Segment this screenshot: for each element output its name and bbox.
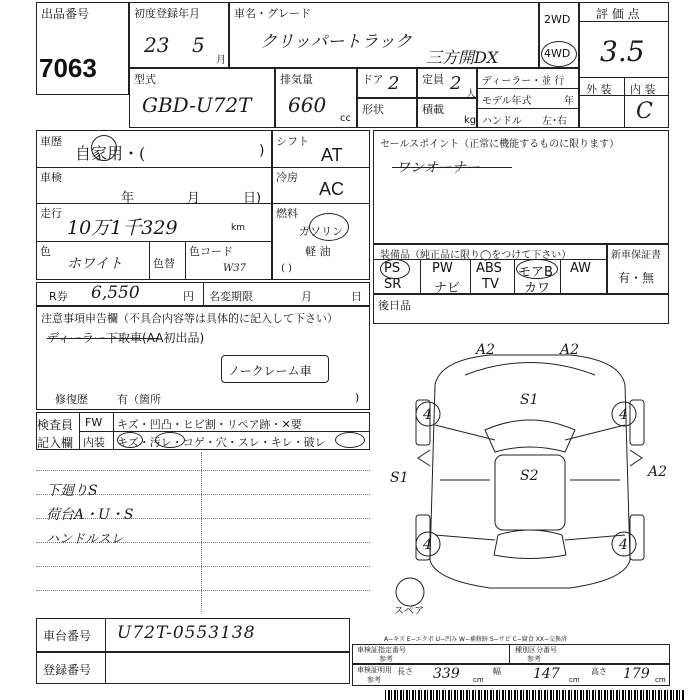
doors-box xyxy=(357,68,417,98)
equip-airbag-circle xyxy=(516,259,558,279)
width: 147 xyxy=(533,666,560,682)
dealer-note: ディーラー下取車(AA初出品) xyxy=(47,331,205,345)
inspector-note-2: 荷台A・U・S xyxy=(46,507,134,523)
sales-point-label: セールスポイント（正常に機能するものに限ります） xyxy=(380,139,620,150)
cert-label2: 種別区分番号 xyxy=(515,646,557,654)
inspector-note-3: ハンドルスレ xyxy=(46,532,124,547)
usage-circle xyxy=(91,135,117,161)
model-code: GBD-U72T xyxy=(142,93,252,117)
length: 339 xyxy=(433,666,460,682)
fuel-gas-circle xyxy=(309,213,349,241)
km-unit: km xyxy=(231,223,245,233)
usage-label: 車歴 xyxy=(40,135,62,148)
equip-ps-circle xyxy=(380,259,410,279)
insp-month: 月 xyxy=(187,191,201,206)
color-code: W37 xyxy=(223,263,247,274)
shape-label: 形状 xyxy=(362,103,384,116)
drive-4wd: 4WD xyxy=(544,47,571,60)
mark-s2-center: S2 xyxy=(520,468,539,484)
mark-s1-top: S1 xyxy=(520,392,539,408)
dims-box xyxy=(352,664,670,686)
handle-label: ハンドル xyxy=(482,116,522,127)
doors-label: ドア xyxy=(362,73,384,86)
warranty-value: 有・無 xyxy=(618,271,655,285)
first-reg-label: 初度登録年月 xyxy=(134,7,200,20)
mark-4-rl: 4 xyxy=(423,537,432,553)
length-cm: cm xyxy=(473,676,484,684)
reg-box xyxy=(36,652,350,684)
ac: AC xyxy=(319,179,345,199)
kg-unit: kg xyxy=(464,115,477,126)
chassis-number: U72T-0553138 xyxy=(117,623,256,643)
grade: 三方開DX xyxy=(426,48,499,67)
damage-legend: A−キズ E−エクボ U−凹み W−補修跡 S−サビ C−腐食 XX−交換済 xyxy=(384,636,567,643)
ext-items: キズ・凹凸・ヒビ割・リペア跡・✕要 xyxy=(117,418,302,431)
shift-label: シフト xyxy=(276,135,309,148)
sales-point-value: ワンオーナー xyxy=(396,160,480,176)
equip-ps: PS xyxy=(384,261,401,276)
name-change-label: 名変期限 xyxy=(209,290,253,303)
equip-aw: AW xyxy=(570,261,592,276)
int-label: 内 装 xyxy=(630,83,656,96)
displacement-box xyxy=(275,68,357,128)
no-claim-label: ノークレーム車 xyxy=(228,364,312,378)
notes-label: 注意事項申告欄（不具合内容等は具体的に記入して下さい） xyxy=(41,312,338,325)
usage-close: ) xyxy=(259,143,265,159)
model-box xyxy=(129,68,275,128)
car-name: クリッパートラック xyxy=(260,32,412,52)
rear-label: 後日品 xyxy=(378,299,411,312)
load-label: 積載 xyxy=(422,103,444,116)
capacity-label: 定員 xyxy=(422,73,444,86)
int-circle-3 xyxy=(335,432,365,448)
int-items: キズ・汚レ・コゲ・穴・スレ・キレ・破レ xyxy=(117,436,326,449)
equip-airbag: モアB xyxy=(518,265,553,280)
mark-4-fr: 4 xyxy=(619,407,628,423)
height-cm: cm xyxy=(655,676,666,684)
width-cm: cm xyxy=(569,676,580,684)
mileage-label: 走行 xyxy=(40,207,62,220)
displacement: 660 xyxy=(288,93,327,117)
inspection-label: 車検 xyxy=(40,171,62,184)
person-unit: 人 xyxy=(466,89,476,100)
cert-ref2: 参考 xyxy=(527,655,541,663)
height: 179 xyxy=(623,666,650,682)
name-change-day: 日 xyxy=(351,290,362,303)
notes-box xyxy=(36,306,370,410)
color-label: 色 xyxy=(40,245,51,258)
dims-label2: 参考 xyxy=(367,676,381,684)
color: ホワイト xyxy=(67,256,123,272)
sales-point-strike xyxy=(392,167,512,168)
no-claim-box xyxy=(221,355,329,383)
cert-label1: 車検証指定番号 xyxy=(357,646,406,654)
insp-day: 日) xyxy=(243,191,262,206)
cert-ref1: 参考 xyxy=(379,655,393,663)
inspector-label2: 記入欄 xyxy=(37,436,74,450)
mark-s1-left: S1 xyxy=(390,470,409,486)
reg-label: 登録番号 xyxy=(43,663,92,677)
barcode xyxy=(385,690,685,700)
dealer-note-strike xyxy=(47,338,159,339)
equipment-label: 装備品（純正品に限り◯をつけて下さい） xyxy=(380,250,572,261)
int-circle-2 xyxy=(155,432,185,448)
fuel-gas: ガソリン xyxy=(299,225,343,238)
mark-a2-side: A2 xyxy=(648,464,668,480)
mark-a2-right: A2 xyxy=(560,342,580,358)
recolor-label: 色替 xyxy=(153,257,175,270)
score-box xyxy=(579,2,669,128)
equip-pw: PW xyxy=(432,261,453,276)
fw-label: FW xyxy=(85,416,103,429)
fuel-diesel: 軽 油 xyxy=(305,245,331,258)
inspector-box xyxy=(36,412,370,450)
inspector-notes-area xyxy=(36,452,370,612)
dims-label1: 車検証明用 xyxy=(357,666,392,674)
handle-value: 左･右 xyxy=(542,116,567,127)
cert-box xyxy=(352,644,670,664)
ac-label: 冷房 xyxy=(276,171,298,184)
damage-diagram xyxy=(380,330,680,620)
warranty-label: 新車保証書 xyxy=(611,250,661,261)
capacity: 2 xyxy=(450,73,462,94)
recycle-label: R券 xyxy=(49,290,68,303)
width-label: 幅 xyxy=(493,667,501,676)
model-label: 型式 xyxy=(134,73,156,86)
inspector-note-1: 下廻りS xyxy=(46,483,98,499)
model-year-label: モデル年式 xyxy=(482,96,532,107)
chassis-box xyxy=(36,618,350,652)
repair-close: ) xyxy=(355,391,360,404)
int-circle-1 xyxy=(117,432,143,448)
equip-sr: SR xyxy=(384,277,402,292)
drive-2wd: 2WD xyxy=(544,13,571,26)
length-label: 長さ xyxy=(397,667,413,676)
inspector-label1: 検査員 xyxy=(37,418,74,432)
car-name-box xyxy=(229,2,539,68)
equip-navi: ナビ xyxy=(434,281,461,296)
fuel-label: 燃料 xyxy=(276,207,298,220)
drive-box xyxy=(539,2,579,68)
doors: 2 xyxy=(388,73,400,94)
reg-month: 5 xyxy=(192,33,205,57)
capacity-box xyxy=(417,68,477,98)
dealer-label: ディーラー・並 行 xyxy=(482,76,565,87)
equipment-box xyxy=(373,244,607,294)
cc-unit: cc xyxy=(340,113,351,124)
drive-4wd-circle xyxy=(541,41,577,67)
score-value: 3.5 xyxy=(600,35,645,68)
lot-label: 出品番号 xyxy=(41,7,90,21)
rear-box xyxy=(373,294,669,324)
recycle-amount: 6,550 xyxy=(91,283,140,303)
reg-year: 23 xyxy=(144,33,170,57)
month-unit: 月 xyxy=(216,55,226,66)
mark-a2-left: A2 xyxy=(476,342,496,358)
mark-4-rr: 4 xyxy=(619,537,628,553)
score-label: 評 価 点 xyxy=(596,7,640,21)
lot-box xyxy=(36,2,129,95)
load-box xyxy=(417,98,477,128)
drivetrain-box xyxy=(272,130,370,280)
history-box xyxy=(36,130,272,280)
equip-tv: TV xyxy=(482,277,499,292)
ext-label: 外 装 xyxy=(586,83,612,96)
mileage: 10万1千329 xyxy=(67,217,178,239)
lot-number: 7063 xyxy=(39,53,97,83)
recycle-box xyxy=(36,282,370,306)
displacement-label: 排気量 xyxy=(280,73,313,86)
repair-label: 修復歴 xyxy=(55,393,88,406)
repair-value: 有（箇所 xyxy=(117,393,161,406)
shift: AT xyxy=(321,145,343,165)
shape-box xyxy=(357,98,417,128)
int-label: 内装 xyxy=(83,436,105,449)
chassis-label: 車台番号 xyxy=(43,629,92,643)
spare-label: スペア xyxy=(394,606,424,617)
insp-year: 年 xyxy=(121,191,135,206)
fuel-paren: ( ) xyxy=(281,263,292,274)
equip-abs: ABS xyxy=(476,261,502,276)
mark-4-fl: 4 xyxy=(423,407,432,423)
height-label: 高さ xyxy=(591,667,607,676)
yen-unit: 円 xyxy=(183,290,194,303)
name-change-month: 月 xyxy=(301,290,312,303)
sales-point-box xyxy=(373,130,669,244)
color-code-label: 色コード xyxy=(189,245,233,258)
car-name-label: 車名・グレード xyxy=(234,7,311,20)
year-unit: 年 xyxy=(564,96,574,107)
first-reg-box xyxy=(129,2,229,68)
usage: 自家用・( xyxy=(75,144,146,163)
equip-leather: カワ xyxy=(524,281,551,296)
interior-grade: C xyxy=(636,99,653,124)
dealer-box xyxy=(477,68,579,128)
warranty-box xyxy=(607,244,669,294)
